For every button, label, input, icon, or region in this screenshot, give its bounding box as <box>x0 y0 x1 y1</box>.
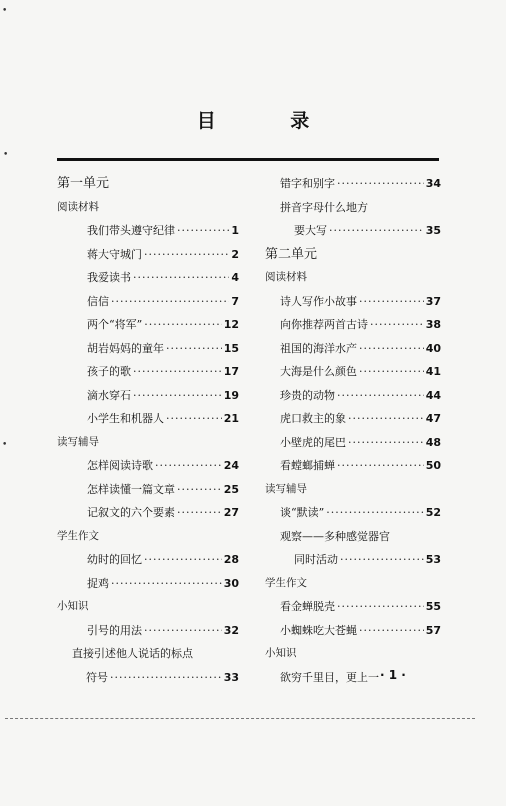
dot-leader <box>340 548 424 572</box>
toc-entry-page: 47 <box>425 412 441 425</box>
dot-leader <box>348 407 424 431</box>
scan-speck-mark: • <box>2 440 8 450</box>
toc-entry-page: 19 <box>223 388 239 402</box>
toc-entry-page: 7 <box>231 294 239 308</box>
toc-entry-page: 27 <box>223 506 239 519</box>
toc-section-heading: 小知识 <box>265 647 297 659</box>
toc-left-column <box>57 172 239 689</box>
toc-entry-page: 33 <box>223 670 239 684</box>
page-title: 目 录 <box>196 110 344 132</box>
toc-entry-page: 53 <box>425 553 441 566</box>
toc-entry-page: 25 <box>223 482 239 496</box>
dot-leader <box>144 313 221 337</box>
dot-leader <box>177 478 222 502</box>
toc-entry <box>57 337 239 361</box>
toc-entry <box>265 407 441 431</box>
dot-leader <box>166 337 222 361</box>
dot-leader <box>370 313 424 337</box>
dot-leader <box>359 360 424 384</box>
dot-leader <box>144 243 229 267</box>
dot-leader <box>166 407 222 431</box>
toc-entry-page: 57 <box>425 623 441 637</box>
toc-entry <box>265 337 441 361</box>
toc-entry-title: 信信 <box>87 294 109 308</box>
dot-leader <box>111 290 229 314</box>
dot-leader <box>177 219 229 243</box>
toc-entry-title: 记叙文的六个要素 <box>87 506 175 519</box>
toc-entry <box>265 431 441 455</box>
dot-leader <box>155 454 222 478</box>
toc-entry-title: 同时活动 <box>294 553 338 566</box>
toc-unit-heading: 第二单元 <box>265 246 318 262</box>
toc-entry <box>265 290 441 314</box>
toc-section-heading: 学生作文 <box>57 529 99 542</box>
dot-leader <box>144 548 222 572</box>
toc-entry <box>57 290 239 314</box>
dot-leader <box>337 172 424 196</box>
toc-entry-page: 35 <box>425 224 441 237</box>
toc-entry-page: 41 <box>425 365 441 378</box>
toc-section-heading: 读写辅导 <box>57 435 99 448</box>
toc-entry <box>57 313 239 337</box>
toc-entry-page: 37 <box>425 294 441 308</box>
dot-leader <box>177 501 222 525</box>
toc-entry-page: 38 <box>425 318 441 331</box>
toc-entry <box>57 407 239 431</box>
toc-entry <box>265 501 441 525</box>
toc-entry-title: 捉鸡 <box>87 576 109 590</box>
toc-entry-page: 12 <box>223 318 239 331</box>
toc-entry-title: 错字和别字 <box>280 177 335 190</box>
toc-entry-page: 55 <box>425 600 441 613</box>
toc-entry <box>57 619 239 643</box>
toc-entry-title: 孩子的歌 <box>87 365 131 378</box>
page-number: · 1 · <box>380 668 406 682</box>
dot-leader <box>359 337 424 361</box>
toc-entry-title: 符号 <box>86 670 108 684</box>
dot-leader <box>359 619 424 643</box>
dot-leader <box>326 501 423 525</box>
toc-entry-title: 要大写 <box>294 224 327 237</box>
toc-entry-title: 小蜘蛛吃大苍蝇 <box>280 623 357 637</box>
toc-entry-title: 胡岩妈妈的童年 <box>87 341 164 355</box>
toc-entry-page: 30 <box>223 576 239 590</box>
toc-entry-text: 拼音字母什么地方 <box>280 200 368 214</box>
toc-entry-page: 2 <box>231 247 239 261</box>
toc-entry <box>265 619 441 643</box>
toc-entry-title: 谈“默读” <box>280 506 325 519</box>
toc-entry-page: 15 <box>223 341 239 355</box>
toc-entry-page: 4 <box>231 271 239 284</box>
toc-right-column <box>265 172 441 689</box>
dot-leader <box>133 360 222 384</box>
toc-entry-page: 21 <box>223 412 239 425</box>
toc-entry-title: 幼时的回忆 <box>87 553 142 566</box>
toc-entry <box>57 219 239 243</box>
dot-leader <box>110 666 222 690</box>
toc-entry-page: 17 <box>223 365 239 378</box>
scan-speck-mark: • <box>3 150 9 160</box>
toc-entry <box>57 548 239 572</box>
toc-entry <box>265 548 441 572</box>
toc-entry <box>57 384 239 408</box>
toc-section-heading: 小知识 <box>57 600 89 612</box>
dot-leader <box>337 384 424 408</box>
toc-entry-text: 观察——多种感觉器官 <box>280 529 390 543</box>
toc-entry-title: 大海是什么颜色 <box>280 365 357 378</box>
dot-leader <box>329 219 424 243</box>
toc-entry-title: 向你推荐两首古诗 <box>280 318 368 331</box>
dot-leader <box>133 266 229 290</box>
toc-entry-title: 看金蝉脱壳 <box>280 600 335 613</box>
scan-speck-mark: • <box>2 6 8 16</box>
toc-entry <box>265 360 441 384</box>
dot-leader <box>337 595 424 619</box>
toc-entry-page: 50 <box>425 459 441 472</box>
toc-entry <box>57 243 239 267</box>
toc-entry <box>57 572 239 596</box>
toc-entry <box>265 384 441 408</box>
toc-entry <box>57 454 239 478</box>
toc-entry <box>265 313 441 337</box>
toc-entry-title: 我们带头遵守纪律 <box>87 224 175 237</box>
toc-entry <box>265 595 441 619</box>
toc-entry-title: 小学生和机器人 <box>87 412 164 425</box>
toc-entry <box>265 172 441 196</box>
toc-entry-page: 24 <box>223 459 239 472</box>
toc-entry <box>57 501 239 525</box>
dot-leader <box>133 384 222 408</box>
dot-leader <box>144 619 222 643</box>
toc-entry-title: 小壁虎的尾巴 <box>280 435 346 449</box>
toc-entry-page: 44 <box>425 388 441 402</box>
dot-leader <box>337 454 424 478</box>
toc-entry-title: 祖国的海洋水产 <box>280 341 357 355</box>
dot-leader <box>348 431 424 455</box>
toc-entry <box>57 360 239 384</box>
toc-section-heading: 阅读材料 <box>57 200 99 213</box>
toc-entry-title: 珍贵的动物 <box>280 388 335 402</box>
toc-entry-title: 我爱读书 <box>87 271 131 284</box>
toc-section-heading: 学生作文 <box>265 576 307 589</box>
toc-entry-title: 看螳螂捕蝉 <box>280 459 335 472</box>
toc-entry-title: 滴水穿石 <box>87 388 131 402</box>
toc-entry-title: 引号的用法 <box>87 623 142 637</box>
toc-entry-title: 怎样阅读诗歌 <box>87 459 153 472</box>
toc-section-heading: 读写辅导 <box>265 482 307 495</box>
toc-unit-heading: 第一单元 <box>57 176 110 191</box>
toc-entry-title: 两个“将军” <box>87 318 143 331</box>
dot-leader <box>359 290 424 314</box>
toc-entry-page: 32 <box>223 623 239 637</box>
toc-entry-text: 直接引述他人说话的标点 <box>72 647 193 660</box>
toc-entry-page: 40 <box>425 341 441 355</box>
toc-entry-title: 诗人写作小故事 <box>280 294 357 308</box>
toc-entry <box>57 478 239 502</box>
toc-entry-page: 34 <box>425 177 441 190</box>
toc-section-heading: 阅读材料 <box>265 271 307 283</box>
toc-entry-title: 蒋大守城门 <box>87 247 142 261</box>
toc-entry-page: 28 <box>223 553 239 566</box>
toc-entry-page: 48 <box>425 435 441 449</box>
toc-entry <box>265 219 441 243</box>
dot-leader <box>111 572 222 596</box>
toc-entry-text: 欲穷千里目，更上一 <box>280 670 379 684</box>
toc-entry <box>265 454 441 478</box>
page-bottom-line <box>5 718 475 719</box>
toc-entry <box>57 266 239 290</box>
toc-entry-page: 52 <box>425 506 441 519</box>
toc-entry <box>57 666 239 690</box>
toc-entry-title: 虎口救主的象 <box>280 412 346 425</box>
header-rule <box>57 158 439 161</box>
toc-entry-title: 怎样读懂一篇文章 <box>87 482 175 496</box>
toc-entry-page: 1 <box>231 224 239 237</box>
